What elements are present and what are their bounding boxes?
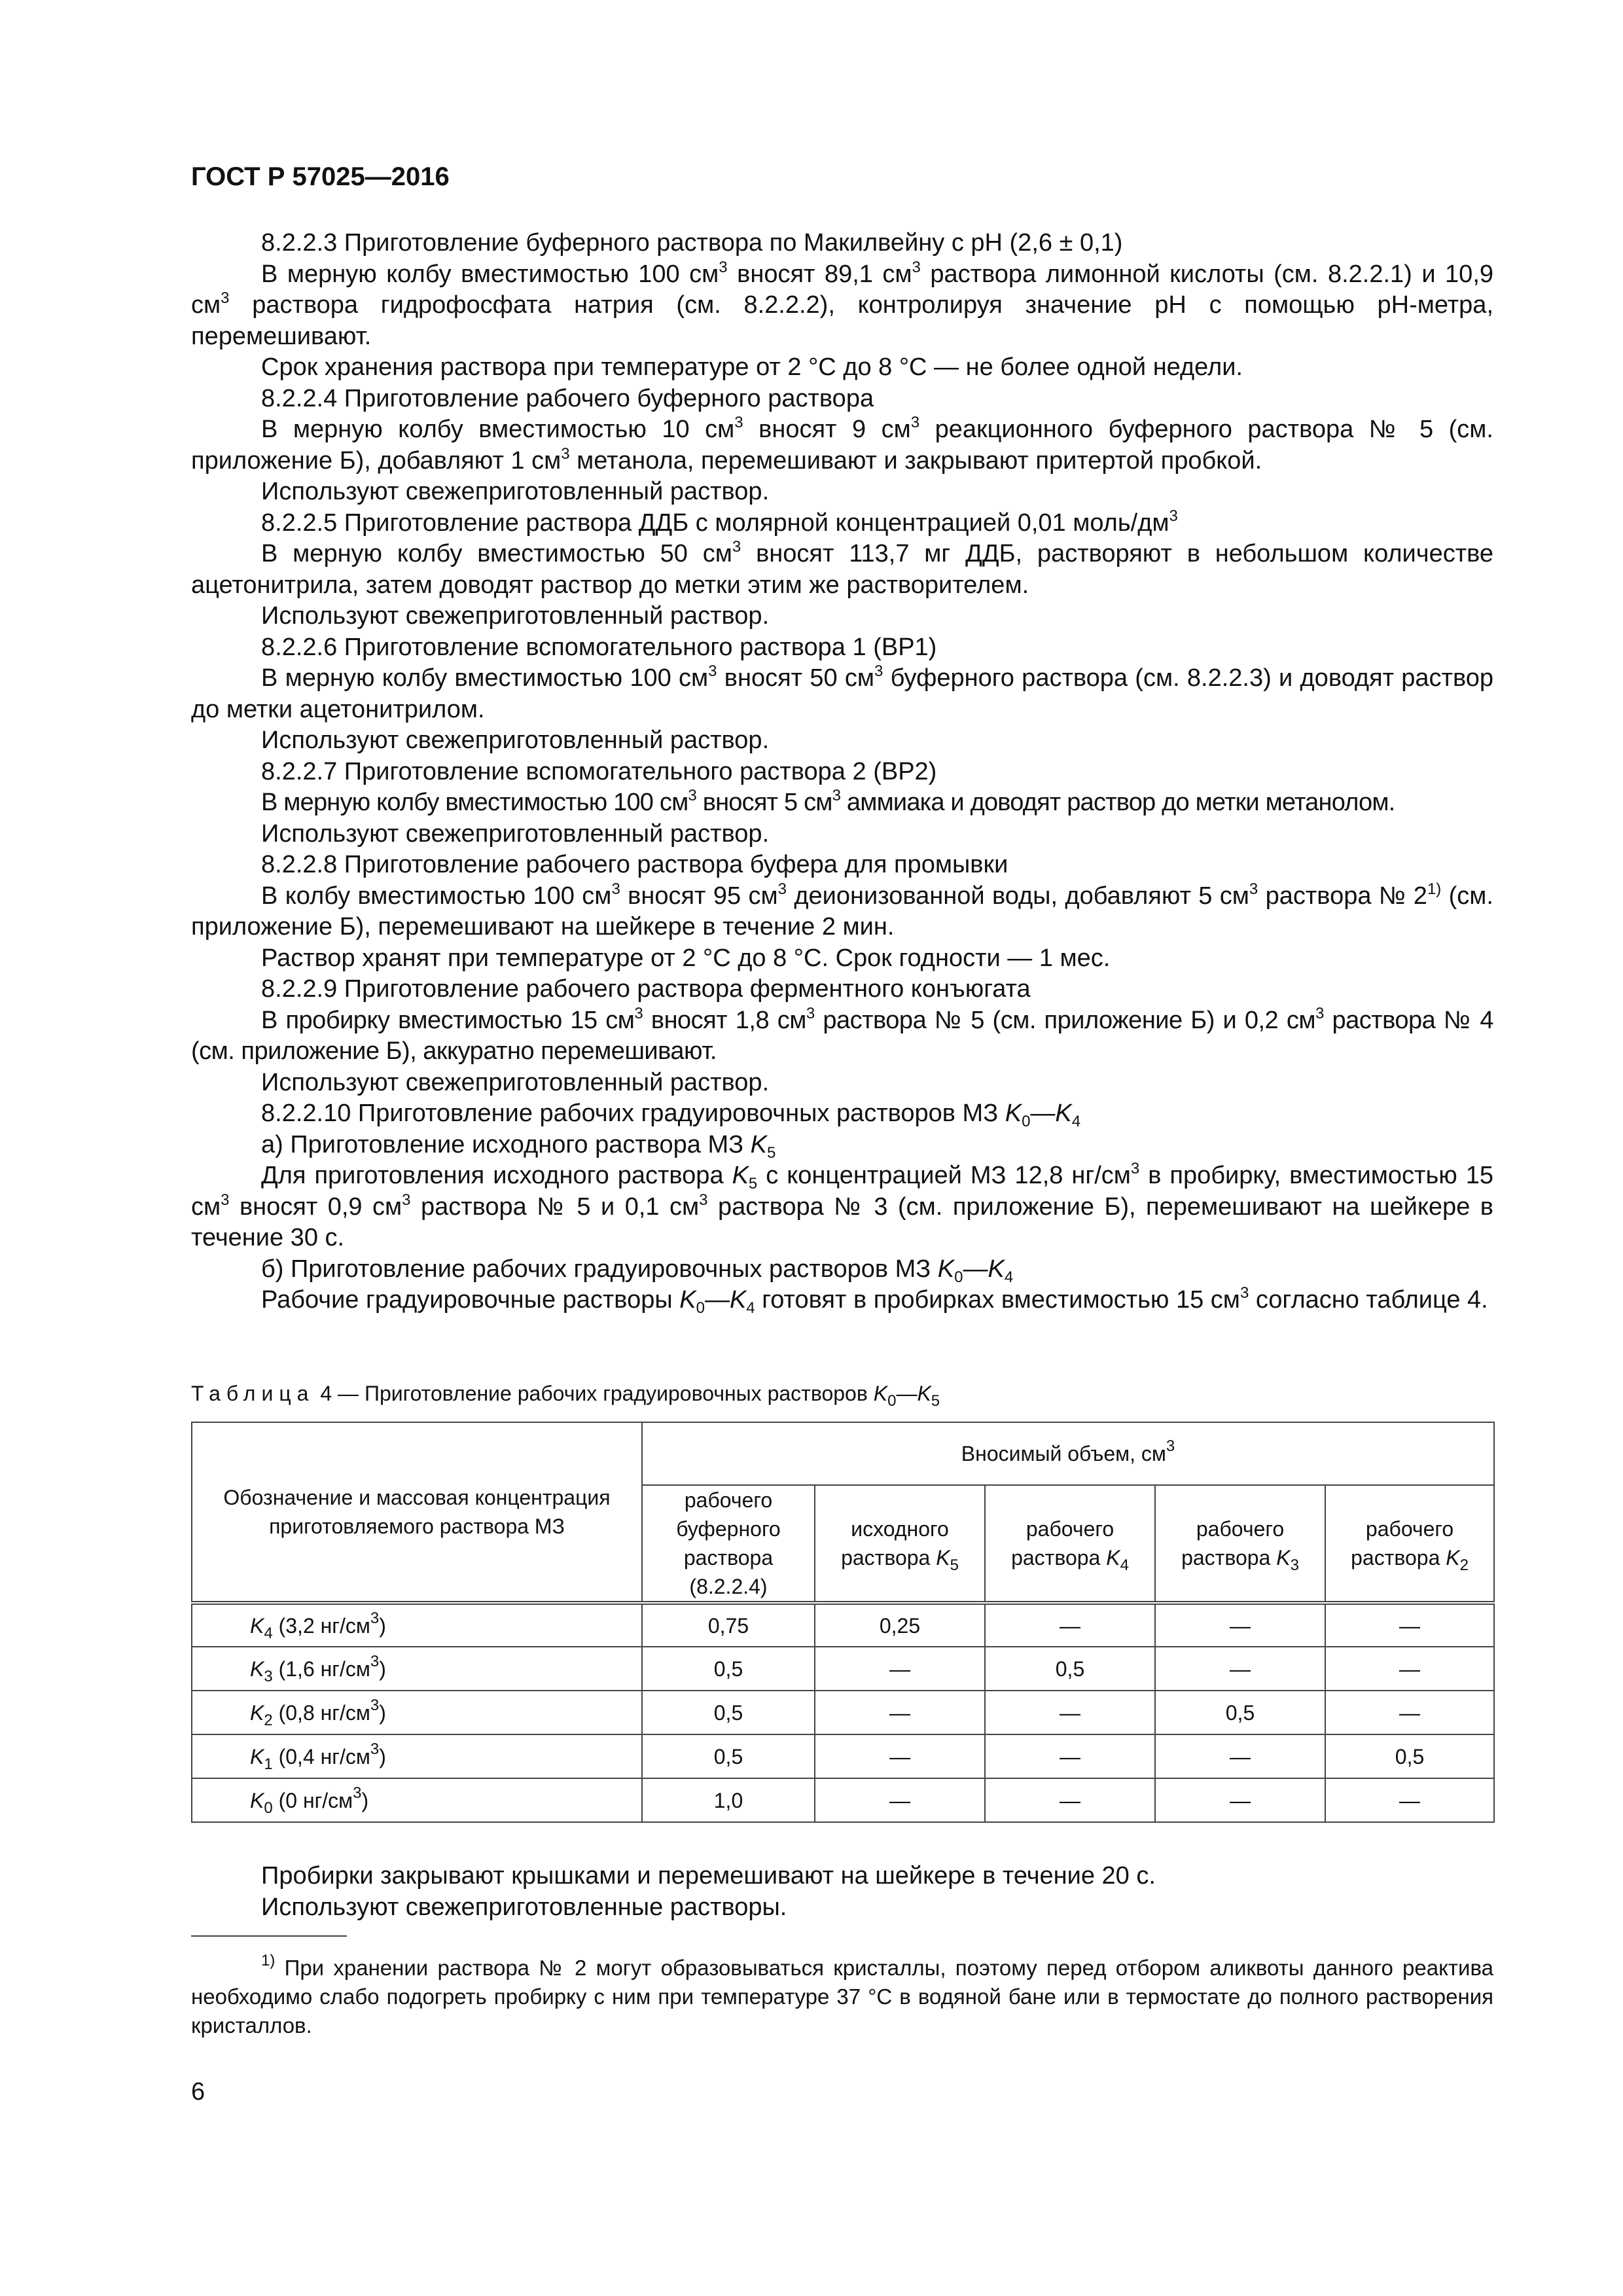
paragraph: Используют свежеприготовленные растворы. [261, 1893, 787, 1921]
row-label: $K_4$ (3,2 $нг/см^3$) [192, 1603, 642, 1647]
table-row [192, 1734, 1494, 1778]
row-label: $K_0$ (0 $нг/см^3$) [192, 1778, 642, 1822]
row-label: $K_3$ (1,6 $нг/см^3$) [192, 1647, 642, 1691]
paragraph: Рабочие градуировочные растворы $K_0—K_4$ готовят в пробирках вместимостью 15 $см^3$ согласно таблице 4. [261, 1284, 1488, 1317]
table-cell: — [815, 1734, 985, 1778]
table-cell: — [985, 1691, 1155, 1734]
table-row [192, 1691, 1494, 1734]
footnote-ref: 1) [1427, 880, 1442, 898]
footnote [191, 1954, 1493, 2040]
table-cell: — [1325, 1603, 1494, 1647]
table-cell: — [1155, 1647, 1325, 1691]
header-designation: Обозначение и массовая концентрация приготовляемого раствора МЗ [192, 1422, 642, 1603]
paragraph: Используют свежеприготовленный раствор. [261, 819, 770, 848]
table-cell: — [985, 1734, 1155, 1778]
row-label: $K_2$ (0,8 $нг/см^3$) [192, 1691, 642, 1734]
section-8-2-2-4-title: 8.2.2.4 Приготовление рабочего буферного раствора [261, 384, 874, 412]
page-number: 6 [191, 2078, 205, 2106]
footnote-text: При хранении раствора № 2 могут образовываться кристаллы, поэтому перед отбором аликвоты данного реактива необходимо слабо подогреть пробирку с ним при температуре 37 °С в водяной бане или в термостате до полного растворения кристаллов. [191, 1956, 1493, 2037]
table-4 [191, 1422, 1495, 1823]
closing-text [191, 1861, 1493, 1923]
footnote-marker: 1) [261, 1952, 276, 1969]
paragraph: Срок хранения раствора при температуре от 2 °С до 8 °С — не более одной недели. [261, 353, 1243, 381]
row-label: $K_1$ (0,4 $нг/см^3$) [192, 1734, 642, 1778]
section-8-2-2-6-title: 8.2.2.6 Приготовление вспомогательного раствора 1 (ВР1) [261, 633, 937, 661]
section-8-2-2-7-title: 8.2.2.7 Приготовление вспомогательного раствора 2 (ВР2) [261, 757, 937, 785]
table-cell: 0,5 [642, 1734, 815, 1778]
table-cell: — [1325, 1647, 1494, 1691]
table-cell: 0,5 [985, 1647, 1155, 1691]
section-8-2-2-8-title: 8.2.2.8 Приготовление рабочего раствора буфера для промывки [261, 851, 1008, 878]
paragraph: Используют свежеприготовленный раствор. [261, 726, 770, 754]
table-cell: — [1155, 1778, 1325, 1822]
paragraph: В мерную колбу вместимостью 10 $см^3$ вносят 9 $см^3$ реакционного буферного раствора № 5 (см. приложение Б), добавляют 1 $см^3$ метанола, перемешивают и закрывают притертой пробкой. [191, 414, 1493, 475]
table-cell: — [1155, 1603, 1325, 1647]
header-col-k4: рабочего раствора $K_4$ [985, 1485, 1155, 1603]
table-cell: 0,5 [642, 1691, 815, 1734]
table-cell: — [1325, 1691, 1494, 1734]
section-8-2-2-10-title: 8.2.2.10 Приготовление рабочих градуировочных растворов МЗ $K_0—K_4$ [261, 1100, 1081, 1130]
main-text [191, 228, 1493, 1316]
table-cell: 0,5 [642, 1647, 815, 1691]
paragraph: Для приготовления исходного раствора $K_5$ с концентрацией МЗ 12,8 $нг/см^3$ в пробирку, вместимостью 15 $см^3$ вносят 0,9 $см^3$ раствора № 5 и 0,1 $см^3$ раствора № 3 (см. приложение Б), перемешивают на шейкере в течение 30 с. [191, 1160, 1494, 1251]
subsection-a-title: а) Приготовление исходного раствора МЗ $K_5$ [261, 1130, 776, 1162]
paragraph: В мерную колбу вместимостью 100 $см^3$ вносят 50 $см^3$ буферного раствора (см. 8.2.2.3) и доводят раствор до метки ацетонитрилом. [191, 662, 1493, 723]
paragraph: Используют свежеприготовленный раствор. [261, 478, 770, 505]
table-cell: — [815, 1691, 985, 1734]
table-cell: 0,75 [642, 1603, 815, 1647]
paragraph: В мерную колбу вместимостью 100 $см^3$ вносят 5 $см^3$ аммиака и доводят раствор до метки метанолом. [261, 787, 1395, 816]
section-8-2-2-5-title: 8.2.2.5 Приготовление раствора ДДБ с молярной концентрацией 0,01 моль/$дм^3$ [261, 507, 1178, 537]
table-cell: 0,25 [815, 1603, 985, 1647]
table-row [192, 1647, 1494, 1691]
table-cell: — [1155, 1734, 1325, 1778]
table-row [192, 1603, 1494, 1647]
header-col-working-buffer: рабочего буферного раствора (8.2.2.4) [642, 1485, 815, 1603]
header-col-k5: исходного раствора $K_5$ [815, 1485, 985, 1603]
subsection-b-title: б) Приготовление рабочих градуировочных растворов МЗ $K_0—K_4$ [261, 1255, 1014, 1286]
paragraph: Пробирки закрывают крышками и перемешивают на шейкере в течение 20 с. [261, 1862, 1156, 1890]
section-8-2-2-3-title: 8.2.2.3 Приготовление буферного раствора по Макилвейну с pH (2,6 ± 0,1) [261, 229, 1123, 257]
footnote-divider [191, 1935, 347, 1937]
paragraph: Раствор хранят при температуре от 2 °С до 8 °С. Срок годности — 1 мес. [261, 944, 1111, 972]
table-cell: 1,0 [642, 1778, 815, 1822]
paragraph: В пробирку вместимостью 15 $см^3$ вносят 1,8 $см^3$ раствора № 5 (см. приложение Б) и 0,2 $см^3$ раствора № 4 (см. приложение Б), аккуратно перемешивают. [191, 1004, 1494, 1065]
paragraph: Используют свежеприготовленный раствор. [261, 1068, 770, 1096]
table-cell: — [815, 1778, 985, 1822]
table-cell: — [985, 1603, 1155, 1647]
header-volume-group: Вносимый объем, $см^3$ [642, 1422, 1494, 1485]
paragraph: В мерную колбу вместимостью 100 $см^3$ вносят 89,1 $см^3$ раствора лимонной кислоты (см. 8.2.2.1) и 10,9 $см^3$ раствора гидрофосфата натрия (см. 8.2.2.2), контролируя значение pH с помощью pH-метра, перемешивают. [191, 258, 1494, 350]
table-cell: 0,5 [1155, 1691, 1325, 1734]
header-col-k3: рабочего раствора $K_3$ [1155, 1485, 1325, 1603]
paragraph: В мерную колбу вместимостью 50 $см^3$ вносят 113,7 мг ДДБ, растворяют в небольшом количестве ацетонитрила, затем доводят раствор до метки этим же растворителем. [191, 538, 1494, 599]
table-caption: Таблица 4 — Приготовление рабочих градуировочных растворов $K_0—K_5$ [191, 1382, 940, 1410]
table-cell: — [985, 1778, 1155, 1822]
table-cell: 0,5 [1325, 1734, 1494, 1778]
section-8-2-2-9-title: 8.2.2.9 Приготовление рабочего раствора ферментного конъюгата [261, 975, 1031, 1003]
paragraph: Используют свежеприготовленный раствор. [261, 602, 770, 630]
table-row [192, 1778, 1494, 1822]
header-col-k2: рабочего раствора $K_2$ [1325, 1485, 1494, 1603]
table-cell: — [1325, 1778, 1494, 1822]
table-cell: — [815, 1647, 985, 1691]
paragraph: В колбу вместимостью 100 $см^3$ вносят 95 $см^3$ деионизованной воды, добавляют 5 $см^3$ раствора № 2$^{1)}$ (см. приложение Б), перемешивают на шейкере в течение 2 мин. [191, 880, 1493, 941]
document-code: ГОСТ Р 57025—2016 [191, 162, 450, 191]
